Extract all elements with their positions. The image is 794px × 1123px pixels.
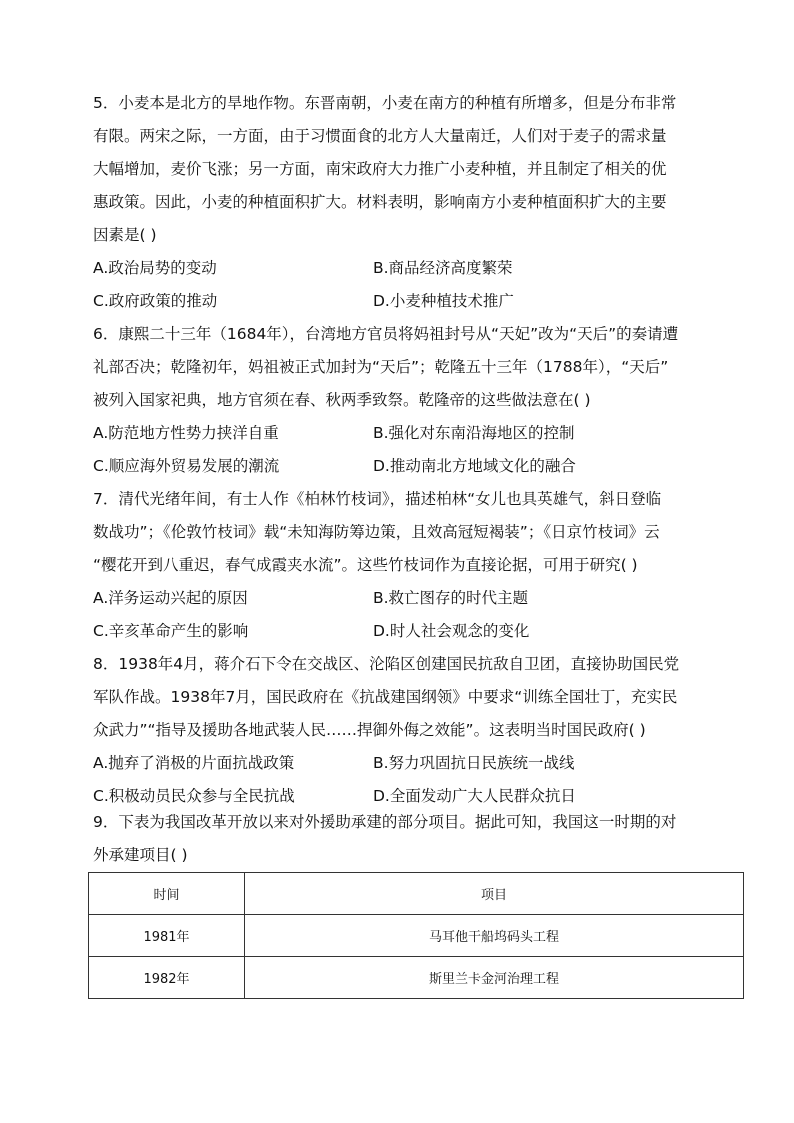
option-d: D.全面发动广大人民群众抗日: [373, 787, 576, 805]
question-8-options: [93, 747, 733, 813]
question-line: 5．小麦本是北方的旱地作物。东晋南朝，小麦在南方的种植有所增多，但是分布非常: [93, 94, 677, 112]
option-a: A.洋务运动兴起的原因: [93, 589, 248, 607]
question-6-options: [93, 417, 733, 483]
question-5-stem: [93, 87, 713, 252]
column-header-time: 时间: [89, 873, 245, 915]
question-5-options: [93, 252, 733, 318]
question-line: 6．康熙二十三年（1684年），台湾地方官员将妈祖封号从“天妃”改为“天后”的奏请遭: [93, 325, 679, 343]
option-d: D.时人社会观念的变化: [373, 622, 530, 640]
option-b: B.努力巩固抗日民族统一战线: [373, 754, 575, 772]
column-header-project: 项目: [245, 873, 744, 915]
option-c: C.顺应海外贸易发展的潮流: [93, 457, 280, 475]
option-c: C.积极动员民众参与全民抗战: [93, 787, 295, 805]
table-header-row: [89, 873, 744, 915]
table-cell-project: 斯里兰卡金河治理工程: [245, 957, 744, 999]
table-row: [89, 957, 744, 999]
option-d: D.推动南北方地域文化的融合: [373, 457, 576, 475]
aid-projects-table: [88, 872, 744, 999]
question-6-stem: [93, 318, 713, 417]
option-a: A.政治局势的变动: [93, 259, 217, 277]
option-c: C.政府政策的推动: [93, 292, 218, 310]
table-cell-year: 1982年: [89, 957, 245, 999]
question-line: 外承建项目( ): [93, 846, 188, 864]
table-cell-project: 马耳他干船坞码头工程: [245, 915, 744, 957]
question-line: 惠政策。因此，小麦的种植面积扩大。材料表明，影响南方小麦种植面积扩大的主要: [93, 193, 667, 211]
question-line: 众武力”“指导及援助各地武装人民……捍御外侮之效能”。这表明当时国民政府( ): [93, 721, 646, 739]
question-line: 有限。两宋之际，一方面，由于习惯面食的北方人大量南迁，人们对于麦子的需求量: [93, 127, 667, 145]
question-7-options: [93, 582, 733, 648]
question-line: 军队作战。1938年7月，国民政府在《抗战建国纲领》中要求“训练全国壮丁，充实民: [93, 688, 678, 706]
table-row: [89, 915, 744, 957]
option-a: A.防范地方性势力挟洋自重: [93, 424, 279, 442]
option-a: A.抛弃了消极的片面抗战政策: [93, 754, 295, 772]
question-8-stem: [93, 648, 713, 747]
question-line: 9．下表为我国改革开放以来对外援助承建的部分项目。据此可知，我国这一时期的对: [93, 813, 677, 831]
table-cell-year: 1981年: [89, 915, 245, 957]
question-7-stem: [93, 483, 713, 582]
question-line: 大幅增加，麦价飞涨；另一方面，南宋政府大力推广小麦种植，并且制定了相关的优: [93, 160, 667, 178]
question-line: 8．1938年4月，蒋介石下令在交战区、沦陷区创建国民抗敌自卫团，直接协助国民党: [93, 655, 680, 673]
option-c: C.辛亥革命产生的影响: [93, 622, 249, 640]
question-9-stem: [93, 806, 713, 872]
question-line: 7．清代光绪年间，有士人作《柏林竹枝词》，描述柏林“女儿也具英雄气，斜日登临: [93, 490, 662, 508]
question-line: 数战功”；《伦敦竹枝词》载“未知海防筹边策，且效高冠短褐装”；《日京竹枝词》云: [93, 523, 660, 541]
option-b: B.强化对东南沿海地区的控制: [373, 424, 575, 442]
option-b: B.救亡图存的时代主题: [373, 589, 529, 607]
option-d: D.小麦种植技术推广: [373, 292, 514, 310]
question-line: 礼部否决；乾隆初年，妈祖被正式加封为“天后”；乾隆五十三年（1788年），“天后”: [93, 358, 669, 376]
question-line: 因素是( ): [93, 226, 157, 244]
question-line: 被列入国家祀典，地方官须在春、秋两季致祭。乾隆帝的这些做法意在( ): [93, 391, 591, 409]
question-line: “樱花开到八重迟，春气成霞夹水流”。这些竹枝词作为直接论据，可用于研究( ): [93, 556, 638, 574]
option-b: B.商品经济高度繁荣: [373, 259, 513, 277]
